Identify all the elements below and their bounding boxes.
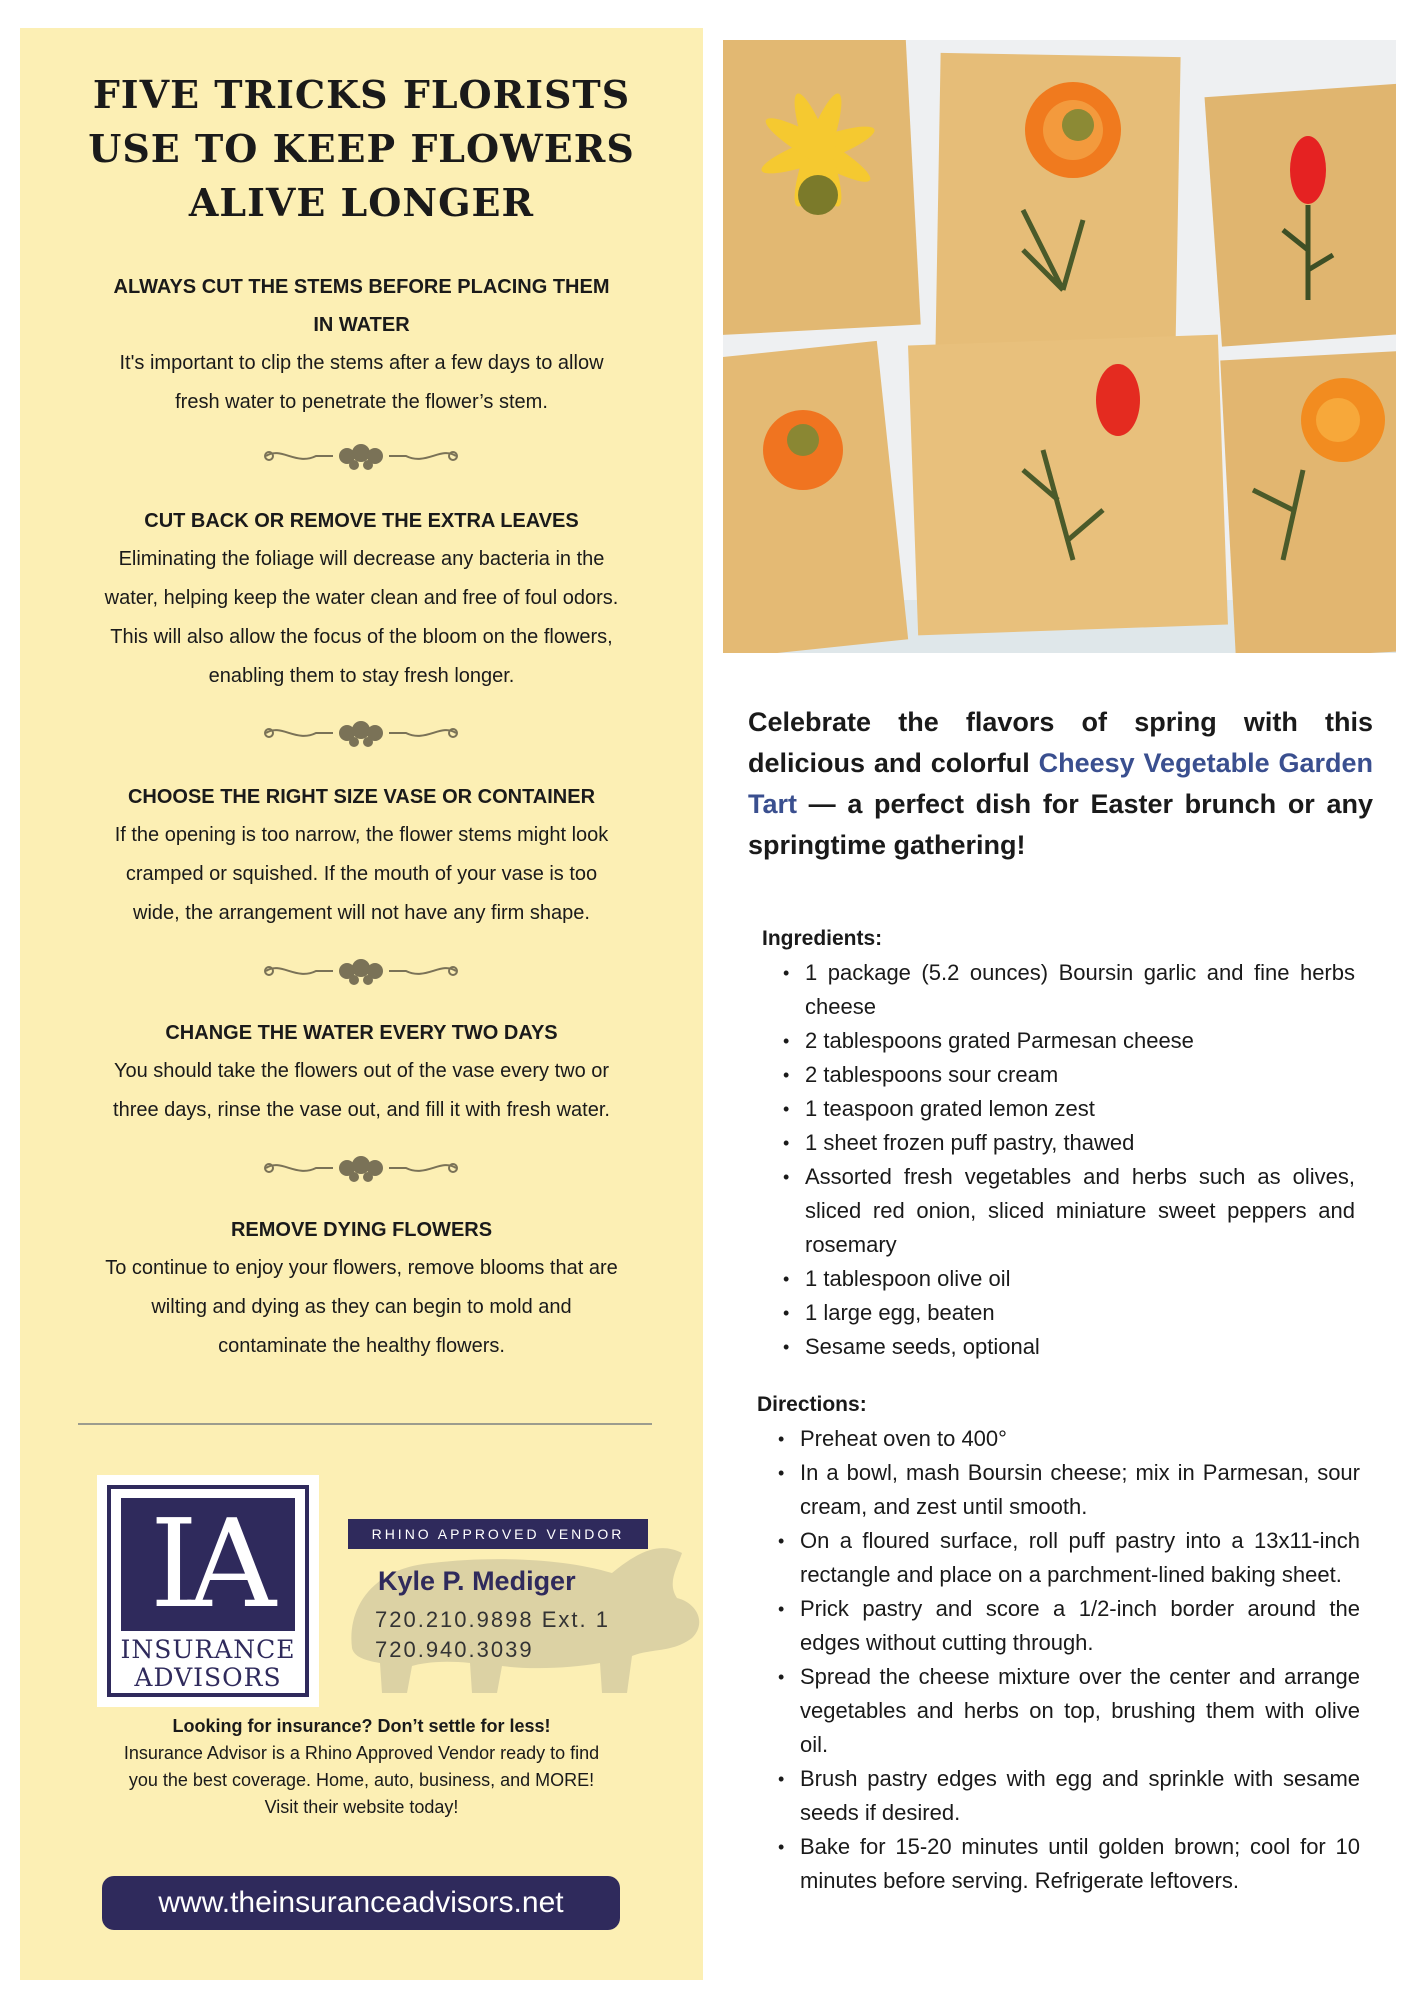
floral-divider [261, 718, 461, 748]
list-item: • 1 package (5.2 ounces) Boursin garlic and fine herbs cheese [773, 956, 1355, 1024]
tart-photo [723, 40, 1396, 653]
list-item: • Preheat oven to 400° [768, 1422, 1360, 1456]
tip-heading: CHOOSE THE RIGHT SIZE VASE OR CONTAINER [127, 786, 596, 808]
page-title [20, 68, 703, 230]
list-item: • 1 tablespoon olive oil [773, 1262, 1355, 1296]
tip-heading: CHANGE THE WATER EVERY TWO DAYS [165, 1022, 558, 1044]
phone-number[interactable]: 720.940.3039 [375, 1637, 534, 1662]
tip-body: Eliminating the foliage will decrease any bacteria in the water, helping keep the water clean and free of foul odors. This will also allow the focus of the bloom on the flowers, enabling them to stay fresh longer. [104, 548, 619, 687]
tip-body: It's important to clip the stems after a few days to allow fresh water to penetrate the flower’s stem. [119, 352, 604, 413]
directions-heading: Directions: [757, 1393, 867, 1416]
title-line: USE TO KEEP FLOWERS [88, 126, 635, 171]
list-item: • 1 sheet frozen puff pastry, thawed [773, 1126, 1355, 1160]
tip-4 [48, 1014, 675, 1130]
list-item: • 1 large egg, beaten [773, 1296, 1355, 1330]
phone-number[interactable]: 720.210.9898 Ext. 1 [375, 1607, 610, 1632]
tip-body: To continue to enjoy your flowers, remove blooms that are wilting and dying as they can begin to mold and contaminate the healthy flowers. [105, 1257, 618, 1357]
list-item: • On a floured surface, roll puff pastry into a 13x11-inch rectangle and place on a parchment-lined baking sheet. [768, 1524, 1360, 1592]
tip-body: If the opening is too narrow, the flower stems might look cramped or squished. If the mouth of your vase is too wide, the arrangement will not have any firm shape. [114, 824, 609, 924]
tip-3 [48, 778, 675, 933]
promo-heading: Looking for insurance? Don’t settle for less! [172, 1716, 551, 1736]
tip-body: You should take the flowers out of the vase every two or three days, rinse the vase out, and fill it with fresh water. [113, 1060, 610, 1121]
tip-heading: CUT BACK OR REMOVE THE EXTRA LEAVES [144, 510, 579, 532]
vendor-badge: RHINO APPROVED VENDOR [348, 1519, 648, 1549]
title-line: ALIVE LONGER [188, 180, 535, 225]
logo-frame [107, 1485, 309, 1697]
logo-line: INSURANCE [120, 1635, 296, 1664]
logo-line: ADVISORS [134, 1663, 282, 1692]
directions-list [768, 1422, 1360, 1898]
recipe-name-link[interactable]: Cheesy Vegetable Garden Tart [748, 748, 1373, 819]
list-item: • Assorted fresh vegetables and herbs such as olives, sliced red onion, sliced miniature sweet peppers and rosemary [773, 1160, 1355, 1262]
tip-1 [48, 268, 675, 422]
floral-divider [261, 956, 461, 986]
ingredients-heading: Ingredients: [762, 927, 883, 950]
list-item: • Prick pastry and score a 1/2-inch border around the edges without cutting through. [768, 1592, 1360, 1660]
website-link-button[interactable]: www.theinsuranceadvisors.net [102, 1876, 620, 1930]
tip-heading: REMOVE DYING FLOWERS [230, 1219, 493, 1241]
tip-5 [48, 1211, 675, 1366]
title-line: FIVE TRICKS FLORISTS [92, 72, 631, 117]
list-item: • 2 tablespoons sour cream [773, 1058, 1355, 1092]
recipe-intro: Celebrate the flavors of spring with this delicious and colorful Cheesy Vegetable Garden Tart — a perfect dish for Easter brunch or any springtime gathering! [748, 707, 1373, 860]
tip-2 [48, 502, 675, 696]
promo-body: Insurance Advisor is a Rhino Approved Vendor ready to find you the best coverage. Home, auto, business, and MORE! Visit their website today! [123, 1743, 600, 1817]
floral-divider [261, 1153, 461, 1183]
list-item: • 2 tablespoons grated Parmesan cheese [773, 1024, 1355, 1058]
insurance-advisors-logo [97, 1475, 319, 1707]
list-item: • Spread the cheese mixture over the center and arrange vegetables and herbs on top, brushing them with olive oil. [768, 1660, 1360, 1762]
list-item: • Bake for 15-20 minutes until golden brown; cool for 10 minutes before serving. Refrigerate leftovers. [768, 1830, 1360, 1898]
tip-heading: ALWAYS CUT THE STEMS BEFORE PLACING THEM IN WATER [113, 276, 610, 336]
list-item: • In a bowl, mash Boursin cheese; mix in Parmesan, sour cream, and zest until smooth. [768, 1456, 1360, 1524]
ingredients-list [773, 956, 1355, 1364]
logo-letters: IA [121, 1498, 295, 1631]
floral-divider [261, 441, 461, 471]
list-item: • Sesame seeds, optional [773, 1330, 1355, 1364]
agent-name: Kyle P. Mediger [378, 1566, 576, 1596]
promo-text [48, 1713, 675, 1821]
list-item: • Brush pastry edges with egg and sprinkle with sesame seeds if desired. [768, 1762, 1360, 1830]
list-item: • 1 teaspoon grated lemon zest [773, 1092, 1355, 1126]
section-divider [78, 1423, 652, 1425]
tips-panel [20, 28, 703, 1980]
